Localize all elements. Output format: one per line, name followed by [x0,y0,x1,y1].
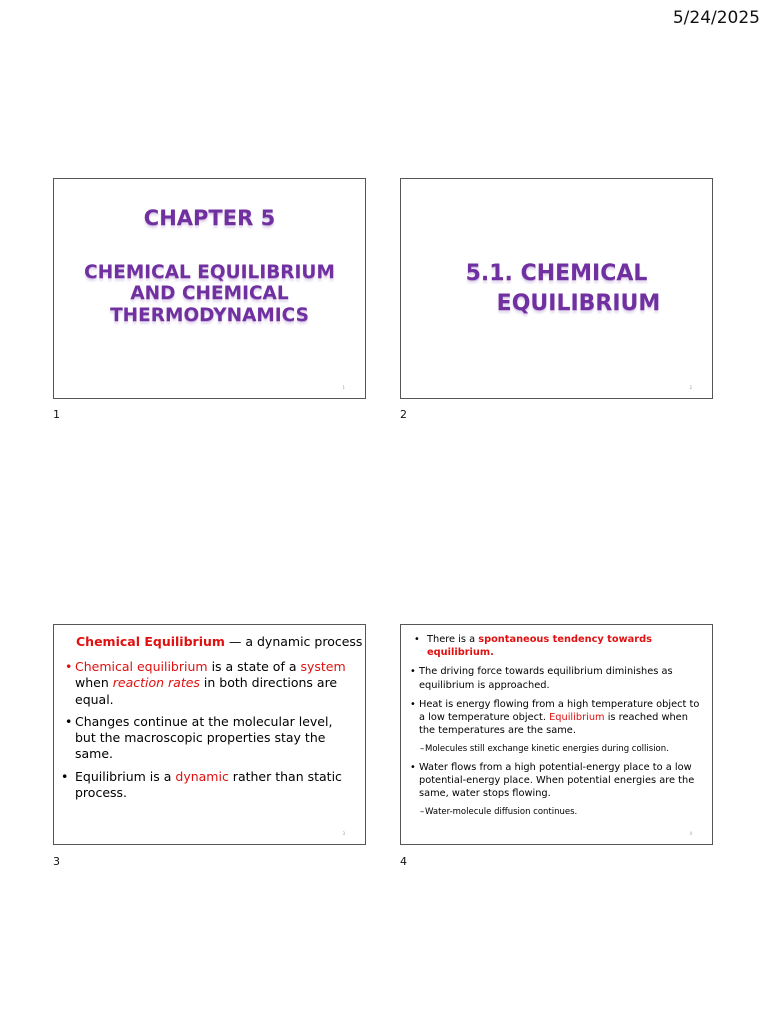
heading-term: Chemical Equilibrium [76,634,225,649]
chapter-title: CHAPTER 5 [143,206,276,230]
list-item: • Chemical equilibrium is a state of a system when reaction rates in both directions are equal. [65,659,346,707]
section-title [401,259,712,318]
slide-page-number: 1 [342,385,345,390]
bullet-icon: • [410,762,416,773]
bullet-icon: • [410,698,416,710]
list-item: • Heat is energy flowing from a high temperature object to a low temperature object. Equilibrium is reached when the temperatures are the same. [410,698,700,737]
title-line: 5.1. CHEMICAL [465,261,648,286]
slide-page-number: 3 [342,830,345,836]
bullet-icon: • [410,666,416,678]
title-line: CHEMICAL EQUILIBRIUM [84,262,335,283]
bullet-icon: • [65,659,73,674]
slide-1 [53,178,366,399]
bullet-icon: • [414,634,420,645]
list-item: • The driving force towards equilibrium diminishes as equilibrium is approached. [410,666,673,691]
dash-icon: – [420,743,425,754]
title-line: AND CHEMICAL [130,283,289,305]
slide-number-label: 3 [53,855,60,868]
slide-2 [400,178,713,399]
slide-3 [53,624,366,845]
slide-number-label: 2 [400,408,407,421]
list-item: • Equilibrium is a dynamic rather than static process. [61,768,342,800]
sub-list-item: – Water-molecule diffusion continues. [420,806,578,817]
list-item: • There is a spontaneous tendency towards equilibrium. [414,634,652,659]
slide-number-label: 4 [400,855,407,868]
bullet-list [408,633,702,824]
bullet-icon: • [61,768,69,784]
slide-4 [400,624,713,845]
chapter-subtitle [54,262,365,326]
print-date: 5/24/2025 [672,8,760,28]
sub-list-item: – Molecules still exchange kinetic energies during collision. [420,743,669,754]
bullet-list [62,659,351,807]
title-line: EQUILIBRIUM [496,290,661,316]
slide-heading [76,634,362,650]
list-item: • Changes continue at the molecular level, but the macroscopic properties stay the same. [65,713,333,762]
title-line: THERMODYNAMICS [110,304,309,326]
dash-icon: – [420,806,425,817]
list-item: • Water flows from a high potential-energy place to a low potential-energy place. When potential energies are the same, water stops flowing. [410,762,695,800]
slide-number-label: 1 [53,408,60,421]
slide-page-number: 4 [689,830,692,836]
bullet-icon: • [65,713,73,729]
slide-page-number: 2 [689,385,692,390]
heading-rest: — a dynamic process [224,634,363,649]
